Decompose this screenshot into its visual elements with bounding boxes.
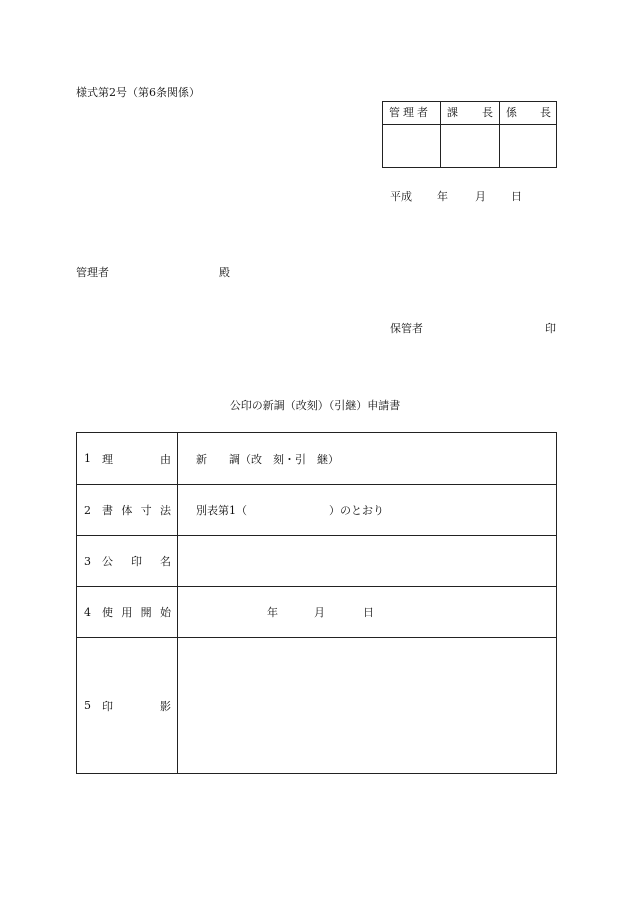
approval-header-subsection-chief-label bbox=[506, 102, 551, 124]
approval-seal-subsection-chief[interactable] bbox=[500, 125, 557, 167]
label-char: 開 bbox=[140, 606, 152, 619]
label-char: 書 bbox=[102, 504, 113, 517]
addressee-label: 管理者 bbox=[76, 266, 109, 279]
label-char: 寸 bbox=[140, 504, 152, 517]
applicant-label: 保管者 bbox=[390, 322, 423, 335]
approval-header-char: 長 bbox=[540, 106, 551, 119]
row-number: 4 bbox=[84, 605, 91, 619]
start-date-year: 年 bbox=[267, 606, 278, 619]
approval-header-subsection-chief bbox=[500, 102, 557, 124]
label-char: 公 bbox=[102, 555, 113, 568]
form-number: 様式第2号（第6条関係） bbox=[76, 86, 200, 99]
approval-header-section-chief-label bbox=[447, 102, 493, 124]
row-seal-impression-value[interactable] bbox=[178, 638, 556, 773]
document-title: 公印の新調（改刻）（引継）申請書 bbox=[229, 399, 401, 412]
row-reason-value[interactable]: 新 調（改 刻・引 継） bbox=[196, 452, 339, 466]
approval-header-char: 係 bbox=[506, 106, 517, 119]
start-date-month: 月 bbox=[314, 606, 325, 619]
label-char: 用 bbox=[121, 606, 133, 619]
row-seal-impression-label bbox=[77, 638, 177, 773]
date-year: 年 bbox=[437, 190, 448, 203]
label-char: 名 bbox=[160, 555, 171, 568]
font-size-prefix: 別表第1（ bbox=[196, 504, 247, 517]
approval-header-manager bbox=[383, 102, 440, 124]
label-char: 体 bbox=[121, 504, 133, 517]
date-month: 月 bbox=[475, 190, 486, 203]
approval-header-char: 課 bbox=[447, 106, 458, 119]
addressee-honorific: 殿 bbox=[219, 266, 230, 279]
application-table bbox=[76, 432, 557, 774]
row-seal-name-label bbox=[77, 536, 177, 586]
row-number: 5 bbox=[84, 699, 91, 712]
approval-header-char: 長 bbox=[482, 106, 493, 119]
row-font-size-value[interactable] bbox=[178, 485, 556, 535]
approval-header-manager-label: 管理者 bbox=[389, 106, 431, 119]
row-number: 1 bbox=[84, 452, 91, 465]
label-char: 印 bbox=[131, 555, 142, 568]
row-start-date-value[interactable] bbox=[178, 587, 556, 637]
approval-seal-section-chief[interactable] bbox=[441, 125, 499, 167]
approval-stamp-box bbox=[382, 101, 557, 168]
approval-header-section-chief bbox=[441, 102, 499, 124]
approval-seal-manager[interactable] bbox=[383, 125, 440, 167]
row-number: 2 bbox=[84, 503, 91, 517]
label-char: 印 bbox=[102, 699, 113, 713]
applicant-seal: 印 bbox=[545, 322, 556, 335]
row-seal-name-value[interactable] bbox=[178, 536, 556, 586]
label-char: 法 bbox=[159, 504, 171, 517]
label-char: 始 bbox=[159, 606, 171, 619]
row-start-date-label bbox=[77, 587, 177, 637]
label-char: 理 bbox=[102, 452, 113, 466]
row-number: 3 bbox=[84, 554, 91, 568]
font-size-suffix: ）のとおり bbox=[329, 504, 384, 517]
row-font-size-label bbox=[77, 485, 177, 535]
date-era: 平成 bbox=[390, 190, 412, 203]
start-date-day: 日 bbox=[363, 606, 374, 619]
date-day: 日 bbox=[511, 190, 522, 203]
label-char: 由 bbox=[160, 452, 171, 466]
label-char: 影 bbox=[160, 699, 171, 713]
row-reason-label bbox=[77, 433, 177, 484]
label-char: 使 bbox=[102, 606, 113, 619]
